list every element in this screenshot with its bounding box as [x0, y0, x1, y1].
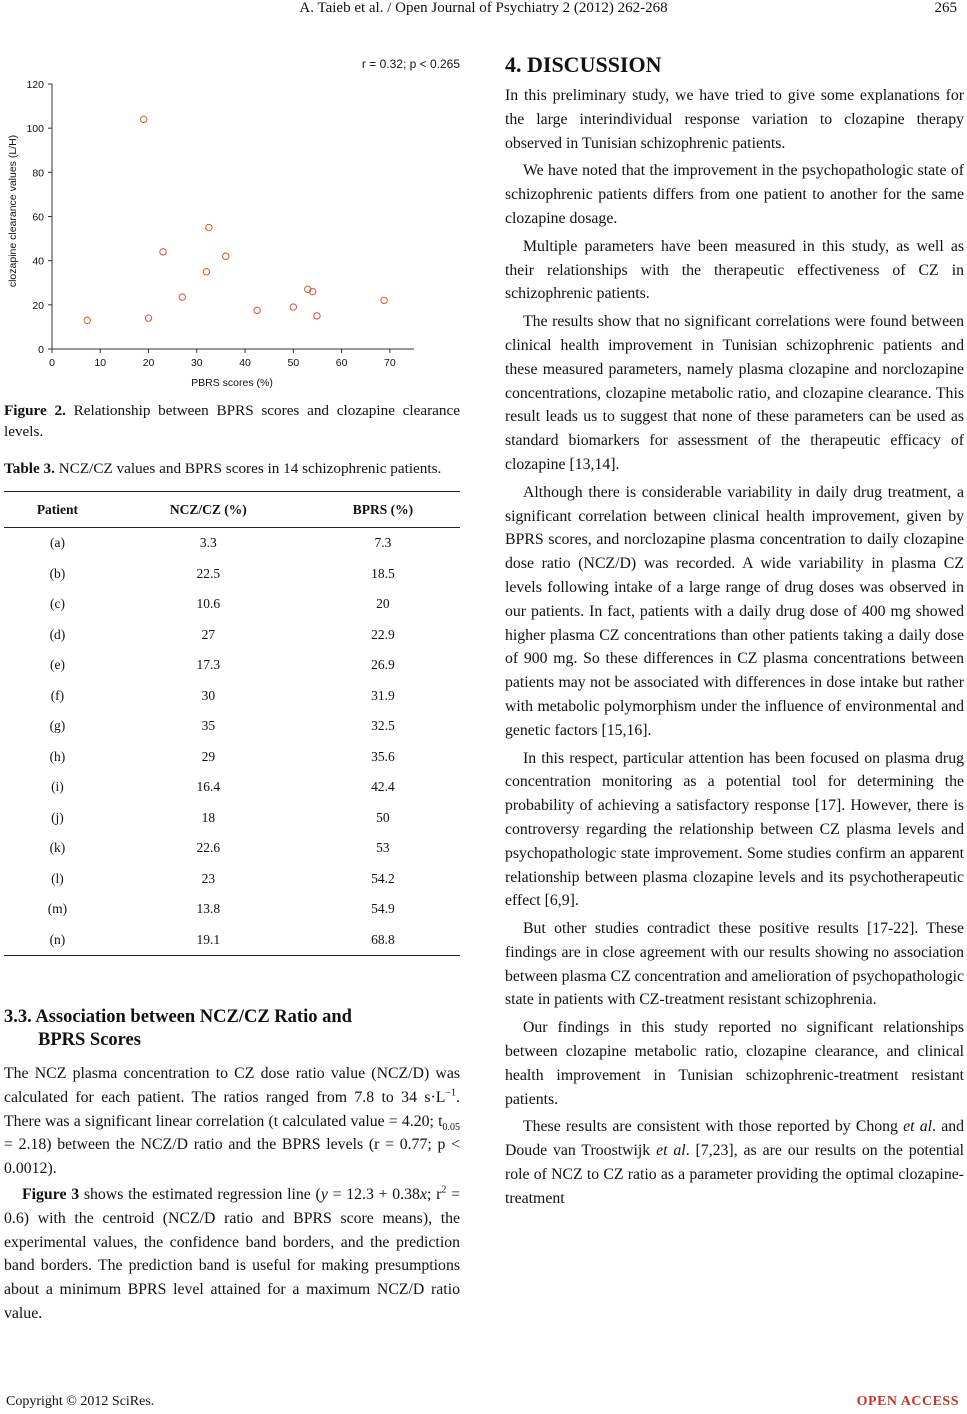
- data-point: [254, 307, 260, 313]
- table-cell: 53: [376, 840, 390, 856]
- table-cell: 68.8: [306, 925, 460, 956]
- table-cell: (n): [4, 925, 111, 956]
- table-caption: [4, 458, 460, 479]
- table-row: [4, 772, 460, 803]
- table-body: [4, 528, 460, 956]
- table-row: [4, 589, 460, 620]
- table-cell: (k): [49, 840, 66, 856]
- table-cell: 29: [201, 748, 216, 764]
- table-cell: 10.6: [196, 596, 221, 612]
- section-heading-line1: 3.3. Association between NCZ/CZ Ratio and: [4, 1007, 352, 1027]
- table-cell: (d): [49, 626, 66, 642]
- table-cell: 31.9: [371, 687, 395, 703]
- table-cell: (i): [51, 779, 64, 795]
- discussion-paragraph: In this preliminary study, we have tried to give some explanations for the large interindividual response variation to clozapine therapy observed in Tunisian schizophrenic patients.: [505, 87, 964, 152]
- table-cell: 3.3: [199, 535, 217, 551]
- discussion-paragraph: In this respect, particular attention has been focused on plasma drug concentration monitoring as a potential tool for determining the probability of achieving a satisfactory response [17]. However, there is controversy regarding the relationship between CZ plasma levels and psychopathologic state improvement. Some studies confirm an apparent relationship between plasma clozapine levels and its psychotherapeutic effect [6,9].: [505, 749, 964, 910]
- y-tick-label: 60: [32, 211, 44, 224]
- table-row: [4, 803, 460, 834]
- y-tick-label: 20: [32, 299, 44, 312]
- table-cell: 23: [201, 870, 216, 886]
- table-row: [4, 681, 460, 712]
- open-access-badge: OPEN ACCESS: [856, 1394, 959, 1409]
- y-tick-label: 40: [32, 255, 44, 268]
- discussion-paragraph: We have noted that the improvement in the psychopathologic state of schizophrenic patients differs from one patient to another for the same clozapine dosage.: [505, 162, 964, 227]
- page-number: 265: [934, 0, 957, 16]
- x-tick-label: 60: [335, 357, 348, 369]
- data-point: [203, 269, 209, 275]
- y-tick-label: 120: [26, 79, 44, 91]
- data-point: [141, 116, 147, 122]
- y-tick-label: 0: [38, 344, 44, 356]
- table-cell: 26.9: [371, 657, 395, 673]
- data-point: [314, 313, 320, 319]
- section-heading-line2: BPRS Scores: [38, 1030, 141, 1050]
- table-cell: 30: [201, 687, 216, 703]
- x-tick-label: 70: [384, 357, 396, 369]
- x-tick-label: 0: [49, 357, 55, 369]
- table-row: [4, 711, 460, 742]
- figure-caption-text: Relationship between BPRS scores and clozapine clearance levels.: [4, 402, 461, 440]
- table-row: [4, 528, 460, 559]
- table-row: [4, 559, 460, 590]
- table-row: [4, 894, 460, 925]
- table-cell: 7.3: [374, 535, 392, 551]
- table-cell: 22.9: [371, 626, 395, 642]
- page-header: [0, 0, 967, 22]
- x-tick-label: 50: [287, 357, 300, 369]
- table-cell: 18.5: [371, 565, 395, 581]
- table-row: [4, 650, 460, 681]
- discussion-paragraph: The results show that no significant correlations were found between clinical health improvement in Tunisian schizophrenic patients and these measured parameters, namely plasma clozapine and norclozapine concentrations, clozapine metabolic ratio, and clozapine clearance. This result leads us to suggest that none of these parameters can be used as standard biomarkers for assessment of the therapeutic efficacy of clozapine [13,14].: [505, 313, 964, 473]
- table-header-patient: Patient: [4, 492, 111, 528]
- data-point: [145, 315, 151, 321]
- discussion-paragraph: These results are consistent with those reported by Chong et al. and Doude van Troostwijk et al. [7,23], as are our results on the potential role of NCZ to CZ ratio as a parameter providing the optimal clozapine-treatment: [505, 1118, 964, 1207]
- table-cell: (l): [51, 870, 64, 886]
- table-cell: 32.5: [371, 718, 395, 734]
- discussion-paragraph: Multiple parameters have been measured in this study, as well as their relationships with the therapeutic effectiveness of CZ in schizophrenic patients.: [505, 237, 964, 303]
- table-cell: (h): [49, 748, 66, 764]
- discussion-paragraph: Our findings in this study reported no significant relationships between clozapine metabolic ratio, clozapine clearance, and clinical health improvement in Tunisian schizophrenic-treatment resistant patients.: [505, 1019, 964, 1108]
- x-axis-label: PBRS scores (%): [191, 377, 273, 388]
- table-cell: (a): [49, 535, 65, 551]
- table-row: [4, 833, 460, 864]
- x-tick-label: 40: [239, 357, 251, 369]
- data-point: [290, 304, 296, 310]
- left-column: [4, 36, 460, 1326]
- copyright: Copyright © 2012 SciRes.: [6, 1394, 155, 1409]
- table-cell: (c): [49, 596, 65, 612]
- figure-2: [4, 36, 460, 388]
- table-cell: 27: [201, 626, 216, 642]
- table-caption-label: Table 3.: [4, 460, 55, 477]
- table-cell: 50: [376, 809, 390, 825]
- section-paragraph-2: Figure 3 shows the estimated regression line (y = 12.3 + 0.38x; $r^2 = 0.6$) with the centroid (NCZ/D ratio and BPRS score means), the experimental values, the confidence band borders, and the prediction band borders. The prediction band is useful for making presumptions about a minimum BPRS level attained for a maximum NCZ/D ratio value.: [4, 1184, 461, 1322]
- table-header-nczcz: NCZ/CZ (%): [111, 492, 306, 528]
- table-cell: (e): [49, 657, 65, 673]
- table-cell: 22.6: [196, 840, 221, 856]
- section-heading: [4, 1006, 460, 1052]
- x-tick-label: 30: [190, 357, 203, 369]
- table-cell: 16.4: [196, 779, 221, 795]
- data-point: [160, 249, 166, 255]
- x-tick-label: 10: [94, 357, 107, 369]
- table-cell: 42.4: [371, 779, 395, 795]
- chart-annotation: r = 0.32; p < 0.265: [361, 57, 460, 71]
- discussion-heading: 4. DISCUSSION: [505, 52, 662, 77]
- table-cell: 35.6: [371, 748, 395, 764]
- table-caption-text: NCZ/CZ values and BPRS scores in 14 schizophrenic patients.: [58, 460, 442, 477]
- table-cell: 54.9: [371, 901, 395, 917]
- table-cell: 54.2: [371, 870, 395, 886]
- table-row: [4, 864, 460, 895]
- running-title: A. Taieb et al. / Open Journal of Psychiatry 2 (2012) 262-268: [299, 0, 668, 16]
- right-column: [505, 52, 964, 1211]
- data-point: [179, 294, 185, 300]
- table-row: [4, 742, 460, 773]
- table-cell: (b): [49, 565, 66, 581]
- table-cell: 22.5: [196, 565, 221, 581]
- table-cell: 17.3: [196, 657, 221, 673]
- discussion-body: [505, 84, 964, 1211]
- discussion-paragraph: Although there is considerable variability in daily drug treatment, a significant correlation between clinical health improvement, given by BPRS scores, and norclozapine plasma concentration to daily clozapine dose ratio (NCZ/D) was recorded. A wide variability in plasma CZ levels following intake of a large range of drug doses was observed in our patients. In fact, patients with a daily drug dose of 400 mg showed higher plasma CZ concentrations than other patients taking a daily dose of 900 mg. So these differences in CZ plasma concentrations between patients may not be associated with differences in dose intake but rather with metabolic polymorphism under the influence of environmental and genetic factors [15,16].: [505, 483, 964, 739]
- table-header-row: [4, 492, 460, 528]
- table-cell: (f): [50, 687, 65, 703]
- data-point: [223, 253, 229, 259]
- table-cell: (m): [47, 901, 68, 917]
- section-3-3: [4, 1006, 460, 1326]
- data-point: [84, 317, 90, 323]
- scatter-chart: [4, 36, 460, 388]
- y-axis-label: clozapine clearance values (L/H): [7, 134, 19, 288]
- table-cell: 13.8: [196, 901, 221, 917]
- table-cell: 18: [201, 809, 216, 825]
- table-cell: 19.1: [111, 925, 306, 956]
- data-table: [4, 491, 460, 956]
- discussion-paragraph: But other studies contradict these positive results [17-22]. These findings are in close agreement with our results showing no association between plasma CZ concentration and amelioration of psychopathologic state in patients with CZ-treatment resistant schizophrenia.: [505, 920, 964, 1009]
- table-cell: 35: [201, 718, 216, 734]
- section-paragraph-1: The NCZ plasma concentration to CZ dose ratio value (NCZ/D) was calculated for each patient. The ratios ranged from 7.8 to 34 $s\cdot L^{-1}$. There was a significant linear correlation (t calculated value = 4.20; $t_{0.05} = 2.18$) between the NCZ/D ratio and the BPRS levels (r = 0.77; p < 0.0012).: [4, 1065, 460, 1178]
- table-cell: 20: [376, 596, 390, 612]
- y-tick-label: 100: [26, 123, 44, 136]
- table-row: [4, 620, 460, 651]
- table-cell: (g): [49, 718, 66, 734]
- table-cell: (j): [51, 809, 64, 825]
- data-point: [381, 297, 387, 303]
- x-tick-label: 20: [142, 357, 155, 369]
- table-row: [4, 925, 460, 956]
- y-tick-label: 80: [32, 167, 44, 180]
- figure-caption: [4, 400, 460, 442]
- data-point: [206, 224, 212, 230]
- figure-caption-label: Figure 2.: [4, 402, 66, 419]
- table-header-bprs: BPRS (%): [306, 492, 460, 528]
